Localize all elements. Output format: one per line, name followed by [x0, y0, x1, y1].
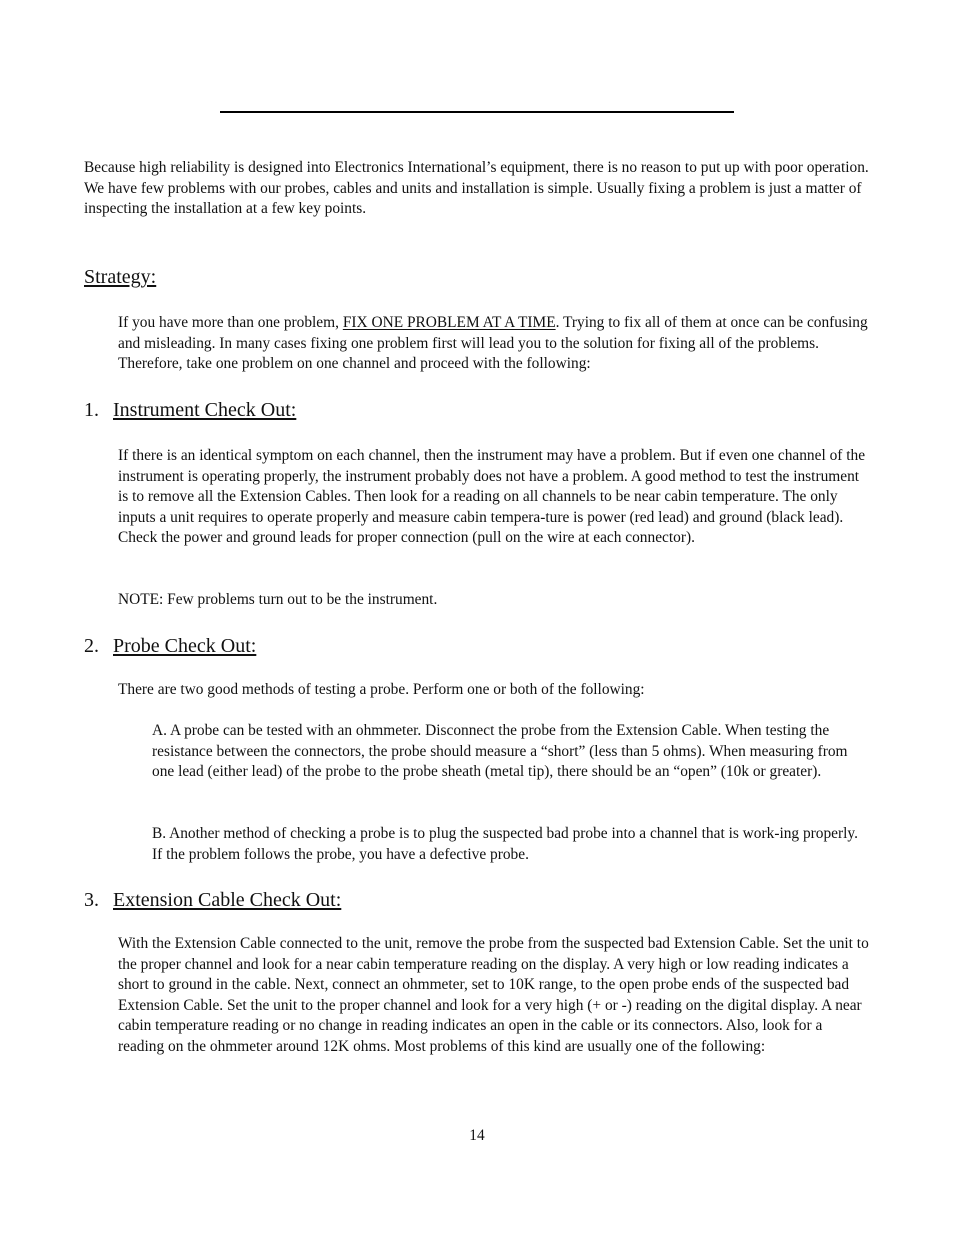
- section-3-title: Extension Cable Check Out:: [113, 889, 342, 911]
- header-rule: [220, 111, 734, 113]
- strategy-text-before: If you have more than one problem,: [118, 314, 343, 331]
- strategy-heading: [84, 265, 156, 289]
- section-2-heading: [84, 634, 256, 658]
- section-2-title: Probe Check Out:: [113, 635, 257, 657]
- page-number: 14: [469, 1127, 485, 1144]
- intro-paragraph: Because high reliability is designed into Electronics International’s equipment, there is no reason to put up with poor operation. We have few problems with our probes, cables and units and installation is simple. Usually fixing a problem is just a matter of inspecting the installation at a few key points.: [84, 159, 869, 218]
- section-1-paragraph: If there is an identical symptom on each channel, then the instrument may have a problem. But if even one channel of the instrument is operating properly, the instrument probably does not have a problem. A good method to test the instrument is to remove all the Extension Cables. Then look for a reading on all channels to be near cabin temperature. The only inputs a unit requires to operate properly and measure cabin tempera-ture is power (red lead) and ground (black lead). Check the power and ground leads for proper connection (pull on the wire at each connector).: [118, 447, 866, 547]
- section-2-paragraph: There are two good methods of testing a probe. Perform one or both of the following:: [118, 681, 645, 698]
- section-1-number: 1.: [84, 399, 99, 421]
- strategy-emphasis: FIX ONE PROBLEM AT A TIME: [342, 314, 556, 331]
- section-1-title: Instrument Check Out:: [113, 399, 297, 421]
- section-3-heading: [84, 888, 341, 912]
- strategy-heading-text: Strategy:: [84, 266, 157, 288]
- section-1-heading: [84, 398, 296, 422]
- strategy-paragraph: [118, 313, 870, 375]
- section-1-note: NOTE: Few problems turn out to be the instrument.: [118, 591, 438, 608]
- section-3-number: 3.: [84, 889, 99, 911]
- section-2-item-b: B. Another method of checking a probe is to plug the suspected bad probe into a channel that is work-ing properly. If the problem follows the probe, you have a defective probe.: [152, 825, 858, 863]
- section-2-item-a: A. A probe can be tested with an ohmmeter. Disconnect the probe from the Extension Cable. When testing the resistance between the connectors, the probe should measure a “short” (less than 5 ohms). When measuring from one lead (either lead) of the probe to the probe sheath (metal tip), there should be an “open” (10k or greater).: [152, 722, 848, 781]
- section-3-paragraph: With the Extension Cable connected to the unit, remove the probe from the suspected bad Extension Cable. Set the unit to the proper channel and look for a near cabin temperature reading on the display. A very high or low reading indicates a short to ground in the cable. Next, connect an ohmmeter, set to 10K range, to the open probe ends of the suspected bad Extension Cable. Set the unit to the proper channel and look for a very high (+ or -) reading on the digital display. A near cabin temperature reading or no change in reading indicates an open in the cable or its connectors. Also, look for a reading on the ohmmeter around 12K ohms. Most problems of this kind are usually one of the following:: [118, 935, 869, 1055]
- strategy-text-after: . Trying to fix all of them at once can be confusing and misleading. In many cases fixing one problem first will lead you to the solution for fixing all of the problems. Therefore, take one problem on one channel and proceed with the following:: [118, 314, 868, 373]
- section-2-number: 2.: [84, 635, 99, 657]
